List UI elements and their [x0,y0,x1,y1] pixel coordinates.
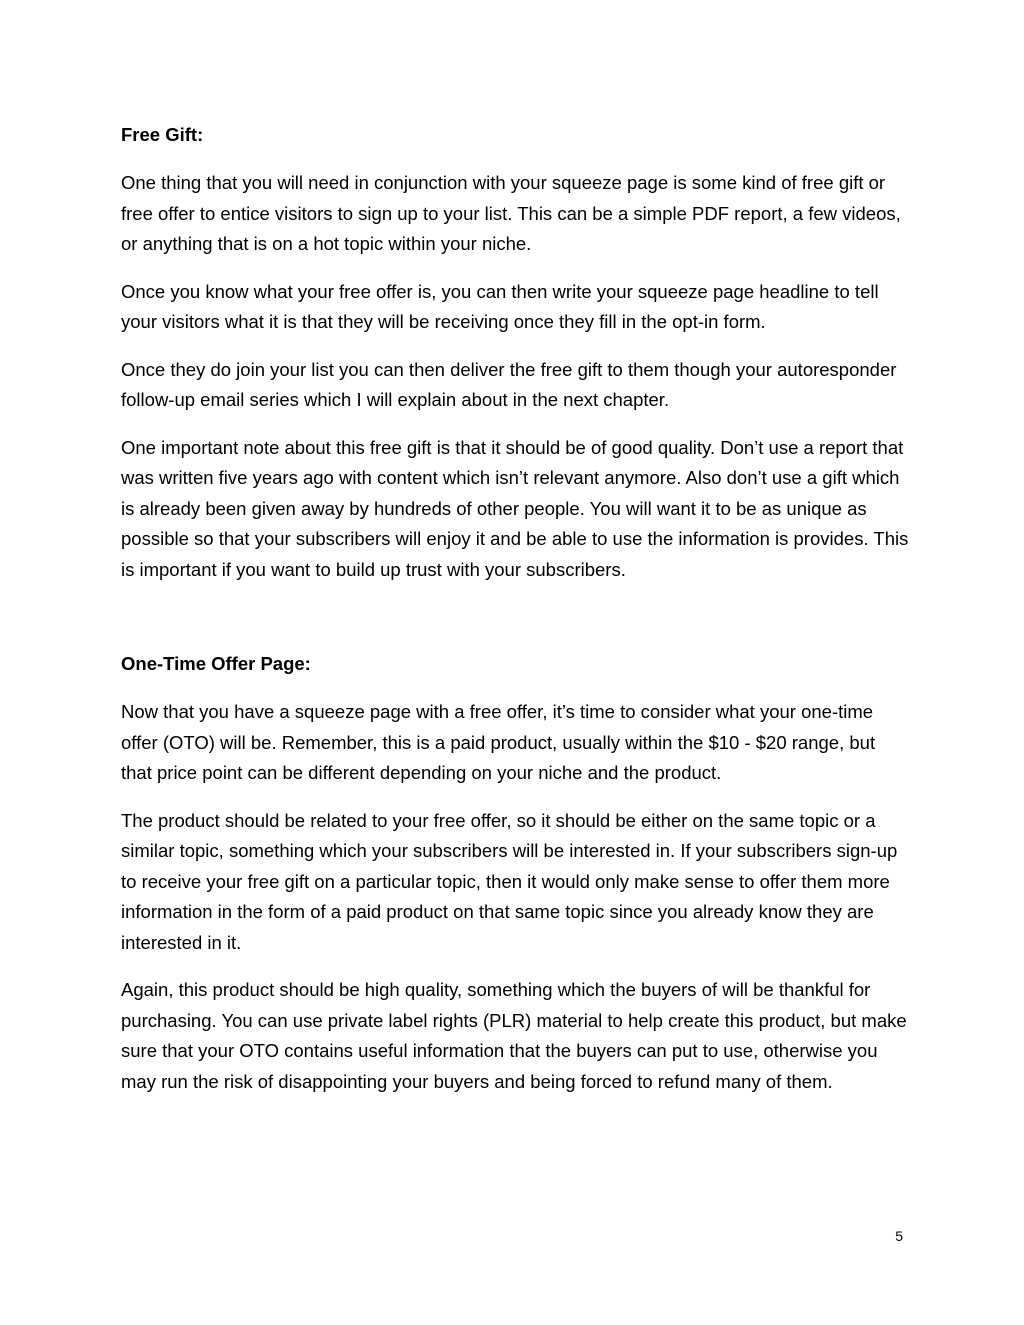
paragraph: The product should be related to your free offer, so it should be either on the same topic or a similar topic, something which your subscribers will be interested in. If your subscribers sign-up to receive your free gift on a particular topic, then it would only make sense to offer them more information in the form of a paid product on that same topic since you already know they are interested in it. [121,809,898,953]
section-one-time-offer-page [121,649,911,1097]
paragraph: Once you know what your free offer is, you can then write your squeeze page headline to tell your visitors what it is that they will be receiving once they fill in the opt-in form. [121,280,879,332]
paragraph: Again, this product should be high quality, something which the buyers of will be thankful for purchasing. You can use private label rights (PLR) material to help create this product, but make sure that your OTO contains useful information that the buyers can put to use, otherwise you may run the risk of disappointing your buyers and being forced to refund many of them. [121,979,907,1092]
section-heading: One-Time Offer Page: [121,653,311,674]
paragraph: Now that you have a squeeze page with a free offer, it’s time to consider what your one-time offer (OTO) will be. Remember, this is a paid product, usually within the $10 - $20 range, but that price point can be different depending on your niche and the product. [121,701,876,783]
section-free-gift [121,120,911,585]
page-number: 5 [895,1228,903,1244]
paragraph: One important note about this free gift is that it should be of good quality. Don’t use a report that was written five years ago with content which isn’t relevant anymore. Also don’t use a gift which is already been given away by hundreds of other people. You will want it to be as unique as possible so that your subscribers will enjoy it and be able to use the information is provides. This is important if you want to build up trust with your subscribers. [121,436,909,580]
section-spacer [121,602,911,649]
paragraph: One thing that you will need in conjunction with your squeeze page is some kind of free gift or free offer to entice visitors to sign up to your list. This can be a simple PDF report, a few videos, or anything that is on a hot topic within your niche. [121,172,901,254]
paragraph: Once they do join your list you can then deliver the free gift to them though your autoresponder follow-up email series which I will explain about in the next chapter. [121,358,897,410]
document-page [121,120,911,1114]
section-heading: Free Gift: [121,124,204,145]
